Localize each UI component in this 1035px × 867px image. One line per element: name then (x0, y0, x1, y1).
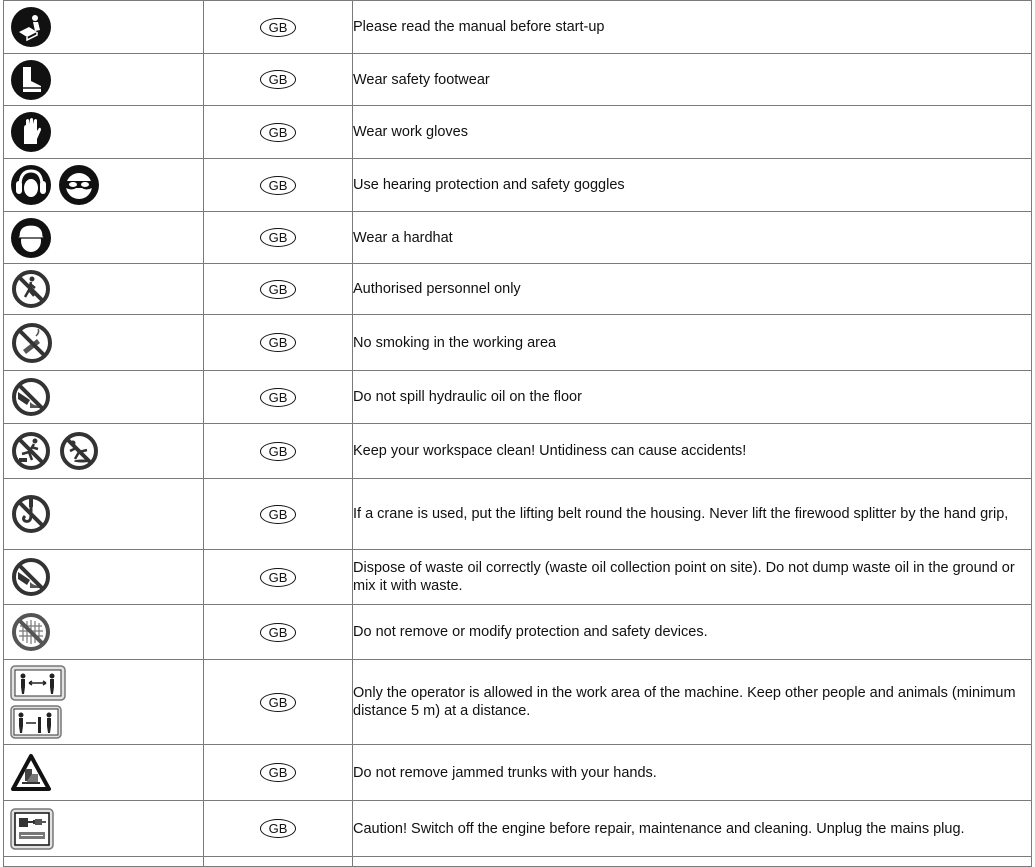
symbol-cell (4, 605, 204, 660)
language-badge: GB (260, 693, 297, 712)
language-badge: GB (260, 280, 297, 299)
instruction-text: Caution! Switch off the engine before repair, maintenance and cleaning. Unplug the mains plug. (353, 801, 1032, 857)
table-row (4, 424, 1032, 479)
language-cell (204, 212, 353, 264)
safety-symbols-table (3, 0, 1032, 867)
safety-boots-icon (10, 59, 52, 101)
table-row (4, 745, 1032, 801)
read-manual-icon (10, 6, 52, 48)
instruction-text: Do not remove jammed trunks with your hands. (353, 745, 1032, 801)
instruction-text: No smoking in the working area (353, 315, 1032, 371)
symbol-cell (4, 315, 204, 371)
instruction-text: If a crane is used, put the lifting belt round the housing. Never lift the firewood splitter by the hand grip, (353, 479, 1032, 550)
language-cell (204, 745, 353, 801)
language-cell (204, 660, 353, 745)
table-row (4, 106, 1032, 159)
no-guard-removal-icon (10, 611, 52, 653)
no-oil-dumping-icon (10, 556, 52, 598)
symbol-cell (4, 801, 204, 857)
instruction-text: Do not spill hydraulic oil on the floor (353, 371, 1032, 424)
symbol-cell (4, 857, 204, 867)
no-slipping-icon (58, 430, 100, 472)
instruction-text: Wear safety footwear (353, 54, 1032, 106)
language-badge: GB (260, 763, 297, 782)
language-cell (204, 479, 353, 550)
table-row (4, 159, 1032, 212)
language-badge: GB (260, 505, 297, 524)
language-cell (204, 371, 353, 424)
symbol-cell (4, 660, 204, 745)
language-badge: GB (260, 568, 297, 587)
language-badge: GB (260, 623, 297, 642)
table-row (4, 550, 1032, 605)
no-smoking-icon (10, 321, 54, 365)
language-badge: GB (260, 388, 297, 407)
table-row (4, 371, 1032, 424)
symbol-cell (4, 371, 204, 424)
language-badge: GB (260, 819, 297, 838)
language-badge: GB (260, 18, 297, 37)
instruction-text: Please read the manual before start-up (353, 1, 1032, 54)
instruction-text: Dispose of waste oil correctly (waste oil collection point on site). Do not dump waste oil in the ground or mix it with waste. (353, 550, 1032, 605)
table-row (4, 857, 1032, 867)
table-row (4, 212, 1032, 264)
instruction-text (353, 857, 1032, 867)
language-cell (204, 801, 353, 857)
symbol-cell (4, 479, 204, 550)
symbol-cell (4, 550, 204, 605)
instruction-text: Wear a hardhat (353, 212, 1032, 264)
instruction-text: Wear work gloves (353, 106, 1032, 159)
hardhat-icon (10, 217, 52, 259)
instruction-text: Use hearing protection and safety goggles (353, 159, 1032, 212)
instruction-text: Only the operator is allowed in the work area of the machine. Keep other people and animals (minimum distance 5 m) at a distance. (353, 660, 1032, 745)
symbol-cell (4, 264, 204, 315)
table-row (4, 479, 1032, 550)
table-row (4, 54, 1032, 106)
symbol-cell (4, 106, 204, 159)
no-oil-spill-icon (10, 376, 52, 418)
language-cell (204, 857, 353, 867)
language-cell (204, 605, 353, 660)
table-row (4, 264, 1032, 315)
no-pedestrians-icon (10, 268, 52, 310)
language-cell (204, 264, 353, 315)
table-row (4, 801, 1032, 857)
language-badge: GB (260, 442, 297, 461)
language-cell (204, 550, 353, 605)
language-badge: GB (260, 228, 297, 247)
table-row (4, 1, 1032, 54)
no-tripping-icon (10, 430, 52, 472)
safety-goggles-icon (58, 164, 100, 206)
table-row (4, 605, 1032, 660)
work-gloves-icon (10, 111, 52, 153)
language-badge: GB (260, 123, 297, 142)
operator-distance-icon (10, 665, 66, 701)
safety-distance-icon (10, 705, 62, 739)
symbol-cell (4, 159, 204, 212)
symbol-cell (4, 745, 204, 801)
language-cell (204, 1, 353, 54)
no-crane-hook-icon (10, 493, 52, 535)
language-cell (204, 424, 353, 479)
hand-crush-warning-icon (10, 752, 52, 794)
table-row (4, 660, 1032, 745)
language-badge: GB (260, 176, 297, 195)
language-cell (204, 54, 353, 106)
symbol-cell (4, 1, 204, 54)
symbol-cell (4, 424, 204, 479)
ear-protection-icon (10, 164, 52, 206)
table-row (4, 315, 1032, 371)
instruction-text: Do not remove or modify protection and safety devices. (353, 605, 1032, 660)
instruction-text: Keep your workspace clean! Untidiness can cause accidents! (353, 424, 1032, 479)
symbol-cell (4, 54, 204, 106)
instruction-text: Authorised personnel only (353, 264, 1032, 315)
unplug-before-maintenance-icon (10, 808, 54, 850)
language-badge: GB (260, 70, 297, 89)
language-cell (204, 315, 353, 371)
language-cell (204, 159, 353, 212)
language-cell (204, 106, 353, 159)
language-badge: GB (260, 333, 297, 352)
symbol-cell (4, 212, 204, 264)
